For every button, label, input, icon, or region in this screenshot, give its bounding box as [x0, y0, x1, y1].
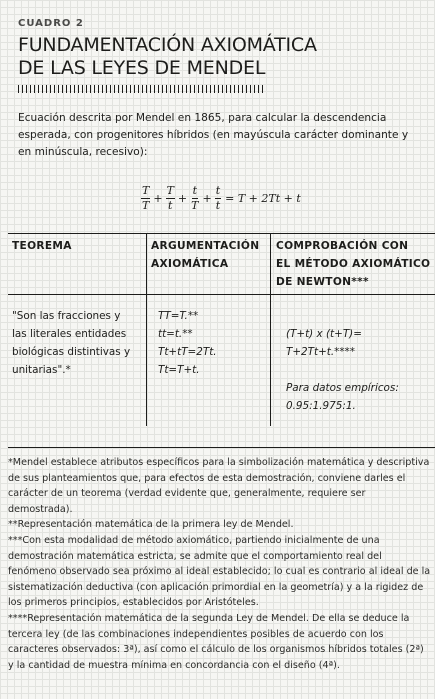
header-comprobacion: COMPROBACIÓN CON EL MÉTODO AXIOMÁTICO DE NEWTON***	[276, 240, 431, 288]
table-header-rule	[8, 294, 435, 295]
header-teorema: TEOREMA	[12, 240, 72, 252]
footnote: ***Con esta modalidad de método axiomático, partiendo inicialmente de una demostración matemática estricta, se admite que el comportamiento real del fenómeno observado sea próximo al ideal establecido; lo cual es contrario al ideal de la sistematización deductiva (con aplicación primordial en la geometría) y a la rigidez de los primeros principios, establecidos por Aristóteles.	[8, 534, 431, 609]
plus-sign: +	[153, 192, 163, 205]
cell-teorema: "Son las fracciones y las literales entidades biológicas distintivas y unitarias".*	[12, 310, 131, 376]
page-title	[18, 34, 317, 80]
header-argumentacion: ARGUMENTACIÓN AXIOMÁTICA	[151, 240, 260, 270]
footnotes	[8, 455, 432, 673]
intro-text: Ecuación descrita por Mendel en 1865, para calcular la descendencia esperada, con progenitores híbridos (en mayúscula carácter dominante y en minúscula, recesivo):	[18, 112, 409, 158]
box-label: CUADRO 2	[18, 18, 84, 29]
cell-argumentacion: TT=T.** tt=t.** Tt+tT=2Tt. Tt=T+t.	[158, 310, 217, 376]
table-top-rule	[8, 233, 435, 234]
column-divider	[270, 233, 271, 426]
column-divider	[146, 233, 147, 426]
notes-rule	[8, 447, 435, 448]
fraction: $\frac{t}{t}$	[215, 184, 221, 212]
title-line-2: DE LAS LEYES DE MENDEL	[18, 57, 266, 79]
cell-comprobacion: (T+t) x (t+T)= T+2Tt+t.**** Para datos empíricos: 0.95:1.975:1.	[286, 328, 399, 412]
footnote: *Mendel establece atributos específicos para la simbolización matemática y descriptiva de sus planteamientos que, para efectos de esta demostración, conviene darles el carácter de un teorema (verdad evidente que, generalmente, requiere ser demostrada).	[8, 457, 430, 515]
mendel-equation	[140, 184, 301, 213]
equation-result: = T + 2Tt + t	[225, 192, 301, 205]
title-line-1: FUNDAMENTACIÓN AXIOMÁTICA	[18, 34, 317, 56]
fraction: $\frac{t}{T}$	[191, 184, 199, 212]
title-hatch-rule	[18, 85, 264, 93]
plus-sign: +	[177, 192, 188, 205]
footnote: ****Representación matemática de la segunda Ley de Mendel. De ella se deduce la tercera ley (de las combinaciones independientes posibles de acuerdo con los caracteres observados: 3ª), así como el cálculo de los organismos híbridos totales (2ª) y la cantidad de muestra mínima en concordancia con el diseño (4ª).	[8, 612, 424, 671]
fraction: $\frac{T}{T}$	[142, 184, 150, 212]
plus-sign: +	[202, 192, 212, 205]
fraction: $\frac{T}{t}$	[166, 184, 174, 212]
footnote: **Representación matemática de la primera ley de Mendel.	[8, 519, 294, 531]
